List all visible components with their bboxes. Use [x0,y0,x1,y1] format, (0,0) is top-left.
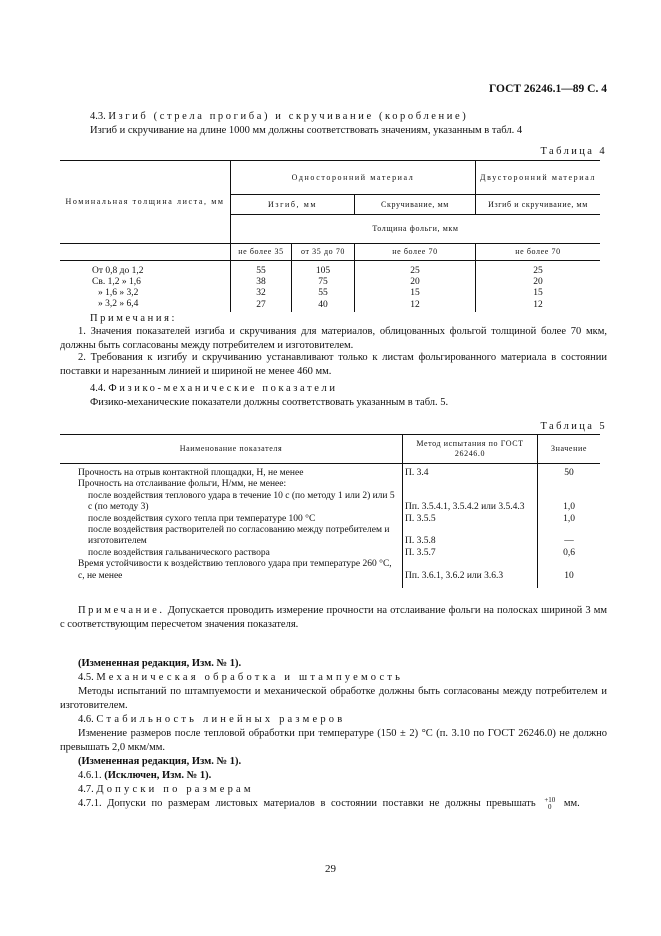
col-h4: не более 70 [476,244,601,261]
page-number: 29 [325,863,336,875]
page-header: ГОСТ 26246.1—89 С. 4 [488,83,607,95]
section-number: 4.7.1. [78,798,102,810]
col-foil-thickness: Толщина фольги, мкм [231,214,601,243]
table-row: после воздействия растворителей по согласованию между потребителем и изготовителем П. 3.5.8 — [60,525,600,548]
tolerance-upper: +10 [544,796,556,804]
section-4-6-heading [60,713,607,727]
section-4-6-1 [60,769,607,783]
note-5-text: Допускается проводить измерение прочности на отслаивание фольги на полосках шириной 3 мм с соответствующим пересчетом значения показателя. [60,605,607,630]
amendment-note: (Измененная редакция, Изм. № 1). [78,756,242,767]
col-h1: не более 35 [231,244,292,261]
notes-4-title: Примечания: [90,313,178,324]
col-indicator-name: Наименование показателя [60,435,403,464]
section-title: Стабильность линейных размеров [96,714,346,725]
table-row: » 3,2 » 6,4 27 40 12 12 [60,299,600,312]
table-row: Время устойчивости к воздействию теплового удара при температуре 260 °С, с, не менее Пп. 3.6.1, 3.6.2 или 3.6.3 10 [60,559,600,588]
section-4-4-heading [72,382,607,396]
col-value: Значение [538,435,601,464]
col-h2: от 35 до 70 [292,244,355,261]
section-number: 4.4. [90,383,106,394]
tolerance [544,797,555,810]
section-title: Механическая обработка и штампуемость [96,672,404,683]
col-bend-twist: Изгиб и скручивание, мм [476,195,601,214]
section-4-4-text: Физико-механические показатели должны соответствовать указанным в табл. 5. [90,397,449,408]
table-5-caption: Таблица 5 [540,421,607,432]
section-4-6-text: Изменение размеров после тепловой обработки при температуре (150 ± 2) °С (п. 3.10 по ГОСТ 26246.0) не должно превышать 2,0 мкм/мм. [60,728,607,753]
section-number: 4.7. [78,784,94,795]
col-bend: Изгиб, мм [231,195,355,214]
table-row: Св. 1,2 » 1,6 38 75 20 20 [60,277,600,288]
tolerance-unit: мм. [563,798,580,810]
col-test-method: Метод испытания по ГОСТ 26246.0 [403,435,538,464]
table-row: Прочность на отрыв контактной площадки, Н, не менее П. 3.4 50 [60,464,600,480]
note-5-title: Примечание. [78,605,165,616]
table-row: после воздействия теплового удара в течение 10 с (по методу 1 или 2) или 5 с (по методу 3) Пп. 3.5.4.1, 3.5.4.2 или 3.5.4.3 1,0 [60,491,600,514]
col-nominal-thickness: Номинальная толщина листа, мм [60,161,231,244]
section-4-7-heading [60,783,607,797]
section-number: 4.6. [78,714,94,725]
tolerance-lower: 0 [548,802,552,811]
table-row: после воздействия сухого тепла при температуре 100 °С П. 3.5.5 1,0 [60,514,600,525]
section-title: Изгиб (стрела прогиба) и скручивание (коробление) [108,111,469,122]
table-4 [60,160,600,312]
table-4-caption: Таблица 4 [540,146,607,157]
section-number: 4.3. [90,111,106,122]
table-row: после воздействия гальванического раствора П. 3.5.7 0,6 [60,548,600,559]
section-4-5-heading [60,671,607,685]
table-row: » 1,6 » 3,2 32 55 15 15 [60,288,600,299]
section-4-5-text: Методы испытаний по штампуемости и механической обработке должны быть согласованы между потребителем и изготовителем. [60,686,607,711]
note-4-2: 2. Требования к изгибу и скручиванию устанавливают только к листам фольгированного материала в состоянии поставки и нарезанным линией и шириной не менее 460 мм. [60,352,607,377]
col-twist: Скручивание, мм [355,195,476,214]
col-one-sided: Односторонний материал [231,161,476,195]
table-row: От 0,8 до 1,2 55 105 25 25 [60,261,600,277]
section-4-3-text: Изгиб и скручивание на длине 1000 мм должны соответствовать значениям, указанным в табл. 4 [90,125,523,136]
section-4-7-1-text: 4.7.1. Допуски по размерам листовых материалов в состоянии поставки не должны превышать +10 0 мм. [78,796,580,811]
section-number: 4.6.1. [78,770,102,781]
table-5 [60,434,600,588]
col-two-sided: Двусторонний материал [476,161,601,195]
section-4-3-heading [72,110,607,124]
table-row: Прочность на отслаивание фольги, Н/мм, не менее: [60,479,600,490]
note-4-1: 1. Значения показателей изгиба и скручивания для материалов, облицованных фольгой толщиной более 70 мкм, должны быть согласованы между потребителем и изготовителем. [60,326,607,351]
col-h3: не более 70 [355,244,476,261]
section-number: 4.5. [78,672,94,683]
section-excluded: (Исключен, Изм. № 1). [104,770,212,781]
note-5 [60,604,607,631]
amendment-note: (Измененная редакция, Изм. № 1). [78,658,242,669]
section-title: Физико-механические показатели [108,383,338,394]
section-title: Допуски по размерам [96,784,254,795]
